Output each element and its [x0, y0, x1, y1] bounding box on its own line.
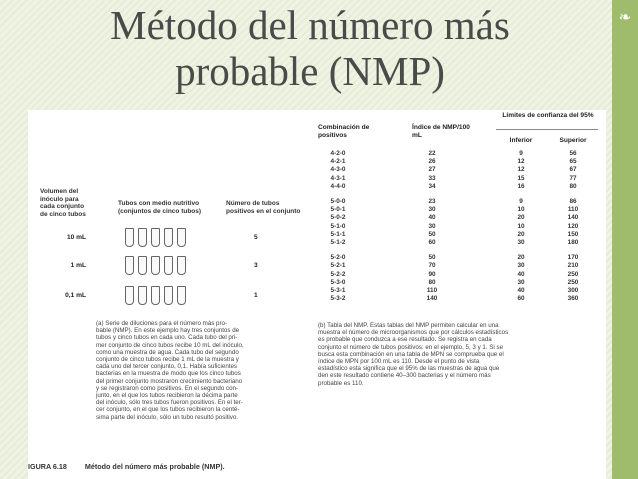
cell-lower: 30: [517, 239, 525, 246]
caption-b-line: estadístico esta significa que el 95% de las muestras de agua que: [318, 365, 500, 373]
table-row: [318, 295, 608, 304]
tube-set: [125, 228, 186, 247]
textbook-figure: [28, 110, 606, 479]
figure-title: Método del número más probable (NMP).: [84, 462, 225, 471]
cell-index: 30: [428, 206, 436, 214]
tube: [138, 228, 147, 247]
caption-b-line: muestra el número de microorganismos que por cálculos estadísticos: [318, 329, 509, 337]
cell-index: 80: [428, 278, 436, 286]
header-index: Índice de NMP/100 mL: [412, 124, 470, 139]
tubes-header: Tubos con medio nutritivo (conjuntos de cinco tubos): [118, 200, 202, 215]
cell-lower: 60: [517, 295, 525, 303]
tube: [164, 286, 173, 305]
cell-lower: 40: [517, 287, 525, 294]
cell-combination: 5-2-0: [330, 254, 346, 262]
cell-upper: 65: [569, 158, 577, 166]
caption-a-line: y se registraron como positivos. En el segundo con-: [96, 384, 239, 392]
cell-upper: 140: [567, 214, 579, 222]
cell-upper: 250: [567, 278, 579, 286]
cell-index: 27: [428, 166, 436, 174]
cell-upper: 77: [569, 174, 577, 182]
caption-a-line: conjunto de cinco tubos recibe 1 mL de la muestra y: [96, 356, 239, 364]
cell-lower: 15: [517, 174, 525, 182]
caption-b: [318, 322, 603, 387]
caption-a-line: bable (NMP). En este ejemplo hay tres conjuntos de: [96, 327, 240, 335]
caption-a-line: del primer conjunto mostraron crecimiento bacteriano: [96, 377, 243, 385]
slide-accent-bar: [612, 0, 638, 479]
cell-lower: 20: [517, 214, 525, 222]
cell-upper: 80: [569, 182, 577, 190]
tube: [125, 286, 134, 305]
cell-combination: 5-3-1: [330, 287, 346, 294]
cell-index: 70: [428, 262, 436, 270]
header-rule: [496, 129, 598, 130]
cell-lower: 12: [517, 166, 525, 174]
caption-b-line: es probable que conduzca a ese resultado. Se registra en cada: [318, 336, 492, 344]
caption-a-line: tubos y cinco tubos en cada uno. Cada tubo del pri-: [96, 334, 238, 342]
count-header: Número de tubos positivos en el conjunto: [226, 200, 301, 215]
table-row: [318, 183, 608, 192]
tube-set: [125, 286, 186, 305]
mpn-table: [318, 150, 608, 310]
tube: [125, 228, 134, 247]
tube: [125, 256, 134, 275]
caption-a-line: cer conjunto, en el que los tubos recibieron la centé-: [96, 406, 240, 414]
cell-index: 33: [428, 174, 436, 182]
caption-a-line: como una muestra de agua. Cada tubo del segundo: [96, 348, 239, 356]
caption-a-line: junto, en el que los tubos recibieron la décima parte: [96, 392, 238, 400]
cell-lower: 30: [517, 262, 525, 270]
cell-index: 26: [428, 158, 436, 166]
caption-a-line: bacterias en la muestra de modo que los cinco tubos: [96, 370, 241, 378]
cell-combination: 4-3-0: [330, 166, 346, 174]
cell-upper: 56: [569, 150, 577, 157]
cell-combination: 5-2-1: [330, 262, 346, 270]
tube: [164, 256, 173, 275]
cell-lower: 16: [517, 182, 525, 190]
slide-title-line1: Método del número más: [110, 2, 510, 48]
volume-header: Volumen del inóculo para cada conjunto de cinco tubos: [40, 188, 86, 218]
tube: [151, 228, 160, 247]
cell-combination: 4-4-0: [330, 182, 346, 190]
cell-combination: 5-3-2: [330, 295, 346, 303]
cell-upper: 250: [567, 270, 579, 278]
cell-upper: 360: [567, 295, 579, 303]
cell-lower: 9: [519, 198, 523, 205]
cell-combination: 5-0-2: [330, 214, 346, 222]
row-volume: 10 mL: [66, 234, 86, 241]
cell-index: 60: [428, 239, 436, 246]
cell-combination: 4-2-1: [330, 158, 346, 166]
caption-a-line: del inóculo, sólo tres tubos fueron positivos. En el ter-: [96, 399, 243, 407]
cell-combination: 5-1-2: [330, 239, 346, 246]
tube: [151, 286, 160, 305]
cell-lower: 20: [517, 254, 525, 262]
cell-lower: 40: [517, 270, 525, 278]
cell-combination: 4-3-1: [330, 174, 346, 182]
cell-combination: 5-1-0: [330, 222, 346, 230]
cell-combination: 5-1-1: [330, 230, 346, 238]
cell-combination: 4-2-0: [330, 150, 346, 157]
cell-combination: 5-3-0: [330, 278, 346, 286]
cell-index: 23: [428, 198, 436, 205]
cell-index: 90: [428, 270, 436, 278]
caption-a-line: sima parte del inóculo, sólo un tubo resultó positivo.: [96, 413, 239, 421]
cell-upper: 210: [567, 262, 579, 270]
cell-index: 22: [428, 150, 436, 157]
tube: [138, 256, 147, 275]
tube: [177, 286, 186, 305]
cell-index: 34: [428, 182, 436, 190]
tube: [177, 256, 186, 275]
tube: [151, 256, 160, 275]
cell-index: 30: [428, 222, 436, 230]
row-volume: 1 mL: [70, 262, 86, 269]
caption-a-line: cada uno del tercer conjunto, 0,1. Había suficientes: [96, 363, 238, 371]
header-limits: Límites de confianza del 95%: [502, 112, 594, 119]
cell-upper: 150: [567, 230, 579, 238]
cell-upper: 110: [567, 206, 579, 214]
cell-combination: 5-0-1: [330, 206, 346, 214]
cell-index: 140: [426, 295, 438, 303]
tube-set: [125, 256, 186, 275]
slide-title: [30, 2, 590, 94]
row-positives: 3: [254, 262, 258, 269]
tube: [138, 286, 147, 305]
cell-upper: 300: [567, 287, 579, 294]
caption-b-line: den este resultado contiene 40–300 bacterias y el número más: [318, 372, 491, 380]
cell-index: 50: [428, 230, 436, 238]
cell-lower: 10: [517, 222, 525, 230]
cell-upper: 120: [567, 222, 579, 230]
figure-number: IGURA 6.18: [28, 462, 67, 471]
cell-upper: 67: [569, 166, 577, 174]
figure-label: [28, 462, 225, 471]
cell-upper: 180: [567, 239, 579, 246]
ornament-icon: ❧: [618, 8, 632, 26]
row-positives: 1: [254, 292, 258, 299]
cell-index: 50: [428, 254, 436, 262]
caption-b-line: conjunto el número de tubos positivos: en el ejemplo, 5, 3 y 1. Si se: [318, 343, 504, 351]
row-volume: 0,1 mL: [65, 292, 86, 299]
header-combination: Combinación de positivos: [318, 124, 370, 139]
caption-a-line: (a) Serie de diluciones para el número más pro-: [96, 320, 228, 327]
cell-lower: 9: [519, 150, 523, 157]
row-positives: 5: [254, 234, 258, 241]
cell-upper: 86: [569, 198, 577, 205]
caption-a: [96, 320, 306, 421]
cell-lower: 10: [517, 206, 525, 214]
caption-b-line: (b) Tabla del NMP. Estas tablas del NMP permiten calcular en una: [318, 322, 499, 329]
slide-title-line2: probable (NMP): [175, 48, 445, 94]
cell-lower: 30: [517, 278, 525, 286]
tube: [177, 228, 186, 247]
header-upper: Superior: [559, 137, 587, 144]
cell-upper: 170: [567, 254, 579, 262]
caption-b-line: busca esta combinación en una tabla de MPN se comprueba que el: [318, 350, 504, 358]
table-row: [318, 239, 608, 248]
caption-b-line: índice de MPN por 100 mL es 110. Desde el punto de vista: [318, 358, 480, 366]
caption-b-line: probable es 110.: [318, 379, 364, 387]
cell-lower: 20: [517, 230, 525, 238]
cell-combination: 5-2-2: [330, 270, 346, 278]
cell-lower: 12: [517, 158, 525, 166]
header-lower: Inferior: [509, 137, 533, 144]
cell-index: 40: [428, 214, 436, 222]
tube: [164, 228, 173, 247]
cell-index: 110: [426, 287, 438, 294]
cell-combination: 5-0-0: [330, 198, 346, 205]
caption-a-line: mer conjunto de cinco tubos recibe 10 mL del inóculo,: [96, 341, 244, 349]
